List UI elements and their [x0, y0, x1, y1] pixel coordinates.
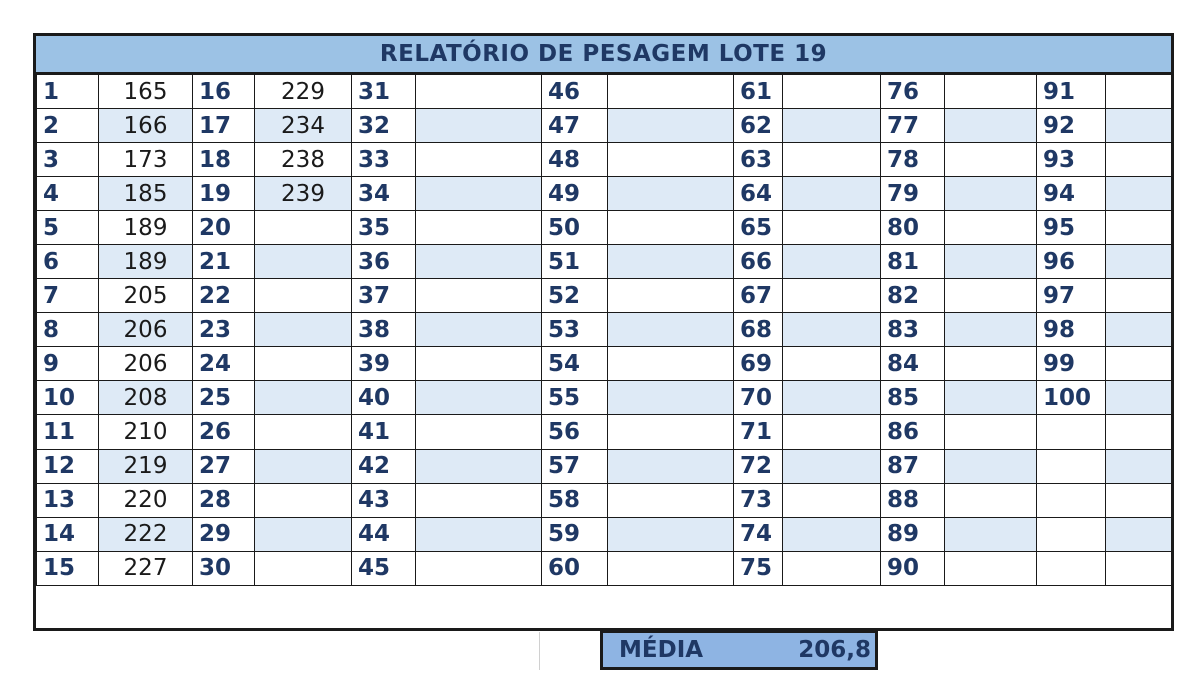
weight-cell — [416, 211, 542, 245]
row-number: 98 — [1037, 313, 1106, 347]
table-row — [37, 415, 1172, 449]
row-number: 8 — [37, 313, 99, 347]
weight-cell — [945, 551, 1037, 585]
row-number: 26 — [193, 415, 255, 449]
row-number: 79 — [881, 177, 945, 211]
weight-cell — [1106, 449, 1172, 483]
weight-cell — [608, 177, 734, 211]
row-number: 37 — [352, 279, 416, 313]
row-number: 52 — [542, 279, 608, 313]
weight-cell — [255, 245, 352, 279]
row-number: 82 — [881, 279, 945, 313]
weight-cell — [416, 483, 542, 517]
row-number: 88 — [881, 483, 945, 517]
table-row — [37, 313, 1172, 347]
table-row — [37, 177, 1172, 211]
row-number: 68 — [734, 313, 783, 347]
row-number: 92 — [1037, 109, 1106, 143]
row-number: 14 — [37, 517, 99, 551]
weight-cell: 166 — [99, 109, 193, 143]
row-number: 12 — [37, 449, 99, 483]
row-number: 28 — [193, 483, 255, 517]
weight-cell — [1106, 177, 1172, 211]
row-number — [1037, 483, 1106, 517]
row-number: 67 — [734, 279, 783, 313]
row-number: 71 — [734, 415, 783, 449]
weight-cell — [255, 483, 352, 517]
weight-cell — [783, 177, 881, 211]
weight-cell — [416, 517, 542, 551]
row-number: 91 — [1037, 75, 1106, 109]
weight-cell — [255, 449, 352, 483]
row-number: 15 — [37, 551, 99, 585]
weight-cell — [783, 483, 881, 517]
row-number: 90 — [881, 551, 945, 585]
weight-cell — [783, 415, 881, 449]
weight-cell — [1106, 143, 1172, 177]
weight-cell — [1106, 211, 1172, 245]
average-box — [600, 630, 878, 670]
weight-cell — [608, 143, 734, 177]
row-number: 19 — [193, 177, 255, 211]
row-number: 11 — [37, 415, 99, 449]
row-number: 72 — [734, 449, 783, 483]
weight-cell — [416, 381, 542, 415]
weight-cell: 173 — [99, 143, 193, 177]
weight-cell — [1106, 347, 1172, 381]
row-number: 23 — [193, 313, 255, 347]
weight-cell — [945, 75, 1037, 109]
row-number: 49 — [542, 177, 608, 211]
row-number: 97 — [1037, 279, 1106, 313]
row-number: 9 — [37, 347, 99, 381]
weight-cell — [416, 347, 542, 381]
row-number: 63 — [734, 143, 783, 177]
row-number: 42 — [352, 449, 416, 483]
weight-cell — [416, 177, 542, 211]
table-row — [37, 245, 1172, 279]
row-number: 87 — [881, 449, 945, 483]
weight-cell — [783, 517, 881, 551]
table-row — [37, 483, 1172, 517]
table-row — [37, 211, 1172, 245]
weight-cell — [1106, 517, 1172, 551]
weight-cell — [945, 483, 1037, 517]
average-value: 206,8 — [798, 637, 871, 663]
row-number: 95 — [1037, 211, 1106, 245]
weight-cell: 185 — [99, 177, 193, 211]
weight-cell — [783, 245, 881, 279]
row-number: 77 — [881, 109, 945, 143]
weight-cell — [416, 245, 542, 279]
row-number: 2 — [37, 109, 99, 143]
weight-cell — [608, 381, 734, 415]
row-number: 65 — [734, 211, 783, 245]
table-row — [37, 551, 1172, 585]
weight-cell — [945, 347, 1037, 381]
row-number: 69 — [734, 347, 783, 381]
row-number: 48 — [542, 143, 608, 177]
row-number: 89 — [881, 517, 945, 551]
weight-cell — [783, 279, 881, 313]
row-number: 61 — [734, 75, 783, 109]
weight-cell: 219 — [99, 449, 193, 483]
row-number: 6 — [37, 245, 99, 279]
weight-cell — [945, 415, 1037, 449]
row-number: 81 — [881, 245, 945, 279]
weight-cell — [416, 415, 542, 449]
weight-cell — [1106, 381, 1172, 415]
row-number: 7 — [37, 279, 99, 313]
weight-cell: 227 — [99, 551, 193, 585]
weight-cell — [783, 211, 881, 245]
row-number: 44 — [352, 517, 416, 551]
row-number: 40 — [352, 381, 416, 415]
weight-cell — [1106, 313, 1172, 347]
row-number: 16 — [193, 75, 255, 109]
weight-cell — [783, 143, 881, 177]
weight-cell — [783, 313, 881, 347]
weight-cell — [416, 109, 542, 143]
weight-cell — [945, 143, 1037, 177]
row-number: 4 — [37, 177, 99, 211]
row-number: 59 — [542, 517, 608, 551]
row-number: 80 — [881, 211, 945, 245]
weight-cell — [945, 279, 1037, 313]
weight-cell — [783, 75, 881, 109]
row-number — [1037, 449, 1106, 483]
row-number: 29 — [193, 517, 255, 551]
weight-cell — [945, 211, 1037, 245]
row-number: 13 — [37, 483, 99, 517]
row-number: 57 — [542, 449, 608, 483]
weight-cell — [608, 415, 734, 449]
row-number: 47 — [542, 109, 608, 143]
weight-cell — [255, 517, 352, 551]
row-number: 22 — [193, 279, 255, 313]
weight-cell — [783, 551, 881, 585]
weight-cell — [945, 109, 1037, 143]
table-row — [37, 449, 1172, 483]
row-number: 78 — [881, 143, 945, 177]
weight-cell — [1106, 551, 1172, 585]
row-number — [1037, 551, 1106, 585]
row-number: 51 — [542, 245, 608, 279]
weight-cell — [945, 177, 1037, 211]
weight-cell: 238 — [255, 143, 352, 177]
table-row — [37, 75, 1172, 109]
table-row — [37, 381, 1172, 415]
weight-cell — [416, 449, 542, 483]
weight-cell — [783, 347, 881, 381]
row-number: 45 — [352, 551, 416, 585]
weight-cell — [255, 551, 352, 585]
divider — [539, 632, 540, 670]
row-number: 18 — [193, 143, 255, 177]
weight-cell — [945, 449, 1037, 483]
row-number: 56 — [542, 415, 608, 449]
row-number: 38 — [352, 313, 416, 347]
row-number: 58 — [542, 483, 608, 517]
row-number: 24 — [193, 347, 255, 381]
table-row — [37, 143, 1172, 177]
table-row — [37, 347, 1172, 381]
weight-cell — [608, 279, 734, 313]
average-label: MÉDIA — [619, 637, 704, 663]
weight-cell: 234 — [255, 109, 352, 143]
table-row — [37, 109, 1172, 143]
weight-cell — [608, 109, 734, 143]
row-number: 39 — [352, 347, 416, 381]
row-number: 93 — [1037, 143, 1106, 177]
weight-cell: 206 — [99, 347, 193, 381]
row-number: 94 — [1037, 177, 1106, 211]
row-number: 96 — [1037, 245, 1106, 279]
weight-cell — [255, 313, 352, 347]
row-number: 27 — [193, 449, 255, 483]
weight-cell: 205 — [99, 279, 193, 313]
row-number: 66 — [734, 245, 783, 279]
weight-cell: 210 — [99, 415, 193, 449]
row-number: 76 — [881, 75, 945, 109]
row-number: 5 — [37, 211, 99, 245]
row-number: 31 — [352, 75, 416, 109]
row-number: 32 — [352, 109, 416, 143]
weight-cell — [608, 517, 734, 551]
weight-cell: 222 — [99, 517, 193, 551]
row-number: 74 — [734, 517, 783, 551]
weight-cell — [1106, 415, 1172, 449]
weight-cell: 165 — [99, 75, 193, 109]
weights-grid — [36, 74, 1172, 586]
weight-cell — [783, 109, 881, 143]
row-number: 62 — [734, 109, 783, 143]
row-number: 36 — [352, 245, 416, 279]
row-number: 43 — [352, 483, 416, 517]
weighing-report-table — [33, 33, 1174, 631]
weight-cell — [255, 211, 352, 245]
row-number: 99 — [1037, 347, 1106, 381]
row-number: 34 — [352, 177, 416, 211]
row-number: 64 — [734, 177, 783, 211]
weight-cell — [608, 483, 734, 517]
weight-cell — [945, 313, 1037, 347]
row-number: 10 — [37, 381, 99, 415]
row-number: 55 — [542, 381, 608, 415]
weight-cell: 189 — [99, 211, 193, 245]
row-number: 73 — [734, 483, 783, 517]
row-number: 17 — [193, 109, 255, 143]
row-number: 100 — [1037, 381, 1106, 415]
row-number: 85 — [881, 381, 945, 415]
row-number: 21 — [193, 245, 255, 279]
weight-cell — [608, 211, 734, 245]
weight-cell — [255, 279, 352, 313]
row-number: 75 — [734, 551, 783, 585]
weight-cell — [608, 449, 734, 483]
weight-cell — [783, 449, 881, 483]
row-number: 41 — [352, 415, 416, 449]
row-number: 20 — [193, 211, 255, 245]
row-number: 33 — [352, 143, 416, 177]
row-number — [1037, 415, 1106, 449]
row-number: 25 — [193, 381, 255, 415]
row-number: 46 — [542, 75, 608, 109]
weight-cell — [1106, 483, 1172, 517]
row-number: 83 — [881, 313, 945, 347]
weight-cell — [416, 551, 542, 585]
weight-cell — [255, 415, 352, 449]
weight-cell — [416, 313, 542, 347]
row-number: 60 — [542, 551, 608, 585]
weight-cell — [608, 75, 734, 109]
weight-cell — [1106, 75, 1172, 109]
row-number: 3 — [37, 143, 99, 177]
weight-cell — [255, 381, 352, 415]
weight-cell — [416, 75, 542, 109]
weight-cell — [608, 551, 734, 585]
weight-cell: 206 — [99, 313, 193, 347]
weight-cell — [945, 245, 1037, 279]
weight-cell — [416, 143, 542, 177]
weight-cell — [416, 279, 542, 313]
row-number: 54 — [542, 347, 608, 381]
table-row — [37, 517, 1172, 551]
weight-cell — [945, 517, 1037, 551]
weight-cell: 229 — [255, 75, 352, 109]
weight-cell — [608, 245, 734, 279]
weight-cell — [255, 347, 352, 381]
row-number: 30 — [193, 551, 255, 585]
row-number: 70 — [734, 381, 783, 415]
weight-cell — [1106, 279, 1172, 313]
table-row — [37, 279, 1172, 313]
row-number: 1 — [37, 75, 99, 109]
weight-cell — [945, 381, 1037, 415]
weight-cell — [1106, 245, 1172, 279]
row-number: 86 — [881, 415, 945, 449]
weight-cell — [608, 347, 734, 381]
weight-cell — [783, 381, 881, 415]
row-number: 50 — [542, 211, 608, 245]
weight-cell: 239 — [255, 177, 352, 211]
report-title: RELATÓRIO DE PESAGEM LOTE 19 — [36, 36, 1171, 74]
row-number — [1037, 517, 1106, 551]
row-number: 53 — [542, 313, 608, 347]
weight-cell: 189 — [99, 245, 193, 279]
weight-cell: 208 — [99, 381, 193, 415]
weight-cell — [608, 313, 734, 347]
row-number: 84 — [881, 347, 945, 381]
weight-cell: 220 — [99, 483, 193, 517]
weight-cell — [1106, 109, 1172, 143]
row-number: 35 — [352, 211, 416, 245]
